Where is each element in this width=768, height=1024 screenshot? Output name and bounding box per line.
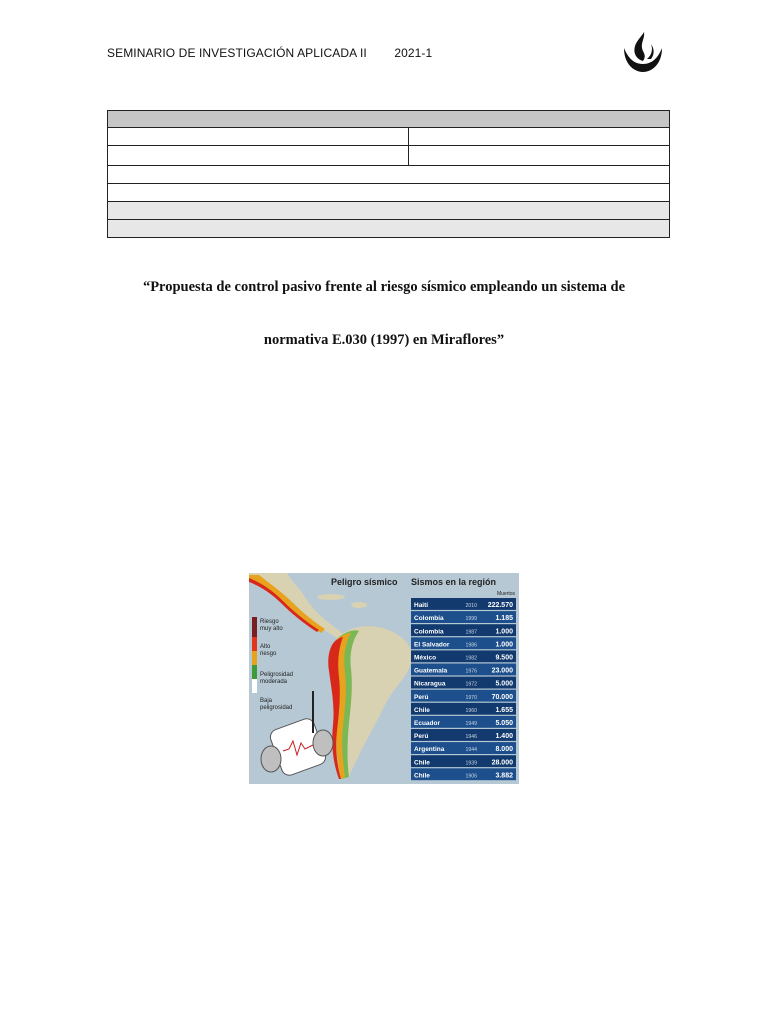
university-logo-icon (620, 30, 666, 74)
legend-label: riesgo (260, 651, 277, 657)
legend-label: Riesgo (260, 619, 279, 625)
eq-year: 1960 (465, 707, 477, 714)
legend-label: Alto (260, 644, 271, 650)
eq-year: 1906 (465, 773, 477, 780)
table-row (108, 220, 670, 238)
table-row (108, 202, 670, 220)
eq-country: Colombia (414, 615, 444, 623)
course-title: SEMINARIO DE INVESTIGACIÓN APLICADA II (107, 46, 367, 60)
eq-deaths: 9.500 (495, 654, 513, 662)
eq-year: 2010 (465, 603, 477, 610)
document-title-line-2: normativa E.030 (1997) en Miraflores” (263, 332, 505, 348)
table-cell (409, 146, 670, 166)
legend-swatch (252, 651, 257, 665)
table-row (108, 166, 670, 184)
eq-deaths: 5.050 (495, 720, 513, 727)
eq-country: Perú (414, 693, 429, 701)
eq-country: Ecuador (414, 720, 441, 727)
eq-country: México (414, 654, 437, 662)
table-title: Sismos en la región (411, 577, 497, 587)
eq-country: Chile (414, 759, 430, 767)
eq-country: Argentina (414, 746, 445, 754)
table-row (108, 111, 670, 128)
map-title: Peligro sísmico (331, 577, 398, 587)
eq-deaths: 1.000 (495, 641, 513, 649)
eq-country: Chile (414, 772, 430, 780)
document-title-line-1: “Propuesta de control pasivo frente al riesgo sísmico empleando un sistema de (142, 279, 626, 295)
eq-country: Perú (414, 733, 429, 741)
seismic-hazard-figure (249, 573, 519, 784)
eq-year: 1999 (465, 616, 477, 623)
term-label: 2021-1 (394, 46, 433, 60)
eq-year: 1987 (465, 629, 477, 636)
eq-deaths: 28.000 (491, 759, 513, 767)
eq-deaths: 1.000 (495, 628, 513, 636)
eq-year: 1970 (465, 694, 477, 701)
eq-year: 1982 (465, 655, 477, 662)
eq-deaths: 222.570 (487, 602, 513, 610)
eq-deaths: 3.882 (495, 772, 513, 780)
eq-year: 1972 (465, 681, 477, 688)
eq-deaths: 1.185 (495, 615, 513, 623)
caribbean-island (317, 594, 345, 600)
eq-country: Colombia (414, 628, 444, 636)
table-cell (108, 146, 409, 166)
table-cell (108, 128, 409, 146)
eq-country: Nicaragua (414, 680, 446, 688)
legend-swatch (252, 617, 257, 637)
table-row (108, 184, 670, 202)
legend-label: Peligrosidad (260, 672, 294, 678)
eq-year: 1949 (465, 721, 477, 727)
eq-deaths: 1.400 (495, 733, 513, 741)
eq-deaths: 23.000 (491, 667, 513, 675)
eq-year: 1946 (465, 734, 477, 741)
legend-label: Baja (260, 698, 273, 704)
page-header (107, 46, 432, 60)
eq-country: Chile (414, 706, 430, 714)
legend-swatch (252, 637, 257, 651)
eq-deaths: 5.000 (495, 680, 513, 688)
eq-deaths: 8.000 (495, 746, 513, 754)
cover-info-table (107, 110, 670, 238)
deaths-header: Muertos (496, 591, 515, 597)
table-cell (409, 128, 670, 146)
legend-swatch (252, 679, 257, 693)
legend-label: peligrosidad (260, 705, 293, 711)
legend-swatch (252, 665, 257, 679)
legend-label: moderada (260, 679, 288, 685)
eq-year: 1939 (465, 760, 477, 767)
eq-deaths: 1.655 (495, 706, 513, 714)
eq-country: Haití (414, 602, 429, 610)
caribbean-island (351, 602, 367, 608)
eq-country: El Salvador (414, 641, 450, 649)
eq-year: 1986 (465, 642, 477, 649)
legend-label: muy alto (260, 626, 283, 632)
eq-year: 1944 (465, 747, 477, 754)
eq-year: 1976 (465, 668, 477, 675)
eq-country: Guatemala (414, 667, 448, 675)
eq-deaths: 70.000 (491, 693, 513, 701)
